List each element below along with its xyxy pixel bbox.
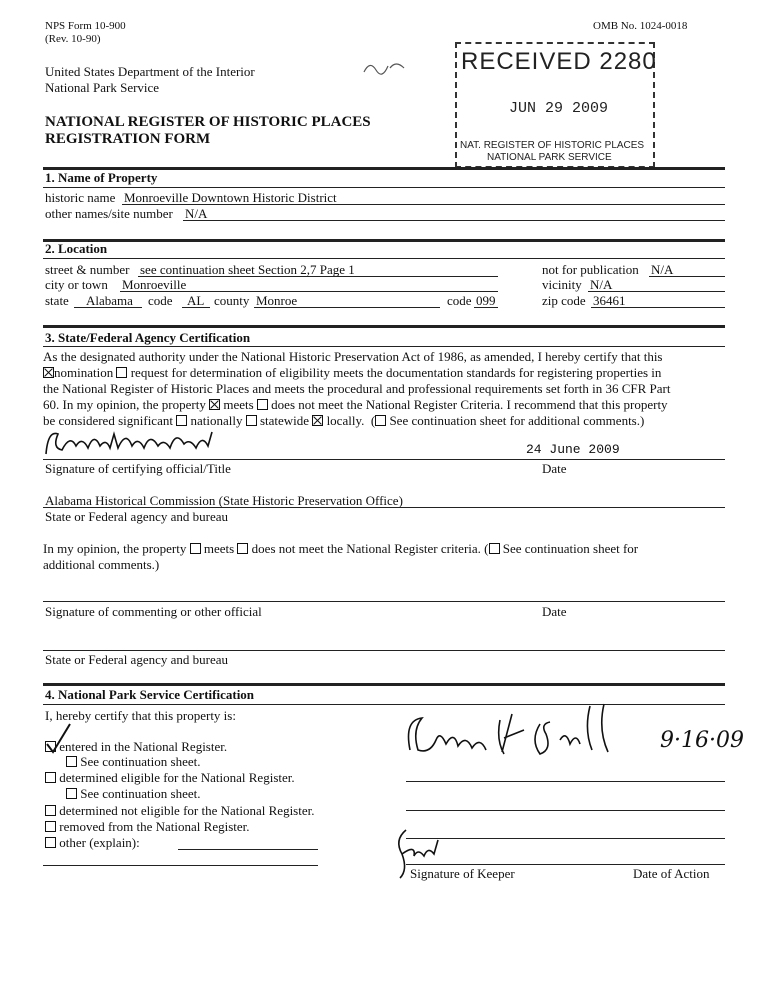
section4-rule (43, 683, 725, 686)
section4-intro: I, hereby certify that this property is: (45, 708, 236, 723)
opinion-b: does not meet the National Register criteria. (251, 541, 481, 556)
vicinity-line (588, 291, 725, 292)
cert-line4-b: does not meet the National Register Criteria. I recommend that this property (271, 397, 668, 412)
not-for-publication-line (649, 276, 725, 277)
keeper-line-2 (406, 810, 725, 811)
see-cont1-checkbox[interactable] (66, 756, 77, 767)
state-code-line (182, 307, 210, 308)
not-for-publication-value: N/A (651, 262, 674, 277)
section3-heading: 3. State/Federal Agency Certification (45, 330, 251, 345)
city-line (120, 291, 498, 292)
opinion-c: See continuation sheet for (502, 541, 639, 556)
determination-checkbox[interactable] (116, 367, 127, 378)
cert-line5-a: be considered significant (43, 413, 173, 428)
street-label: street & number (45, 262, 130, 277)
vicinity-value: N/A (590, 277, 613, 292)
other-names-label: other names/site number (45, 206, 173, 221)
zip-line (591, 307, 725, 308)
scribble-mark (360, 56, 410, 78)
zip-label: zip code (542, 293, 586, 308)
state-code-label: code (148, 293, 173, 308)
cert-line4 (43, 397, 725, 413)
state-label: state (45, 293, 69, 308)
agency-value: Alabama Historical Commission (State Historic Preservation Office) (45, 493, 403, 508)
section2-subrule (43, 258, 725, 259)
not-eligible-row (45, 803, 314, 819)
section4-heading: 4. National Park Service Certification (45, 687, 255, 702)
zip-value: 36461 (593, 293, 626, 308)
see-cont2-label: See continuation sheet. (80, 786, 201, 801)
keeper-line-1 (406, 781, 725, 782)
commenting-line (43, 601, 725, 602)
historic-name-value: Monroeville Downtown Historic District (124, 190, 337, 205)
eligible-row (45, 770, 295, 786)
not-for-publication-label: not for publication (542, 262, 639, 277)
cert-locally: locally. (326, 413, 365, 428)
cert-line2 (43, 365, 725, 381)
vicinity-label: vicinity (542, 277, 582, 292)
does-not-meet-checkbox[interactable] (257, 399, 268, 410)
other-checkbox[interactable] (45, 837, 56, 848)
opinion-does-not-meet-checkbox[interactable] (237, 543, 248, 554)
eligible-label: determined eligible for the National Register. (59, 770, 295, 785)
state-line (74, 307, 142, 308)
certification-paragraph (43, 349, 725, 429)
agency-line (43, 507, 725, 508)
section2-heading: 2. Location (45, 241, 108, 256)
signature-line (43, 459, 725, 460)
stamp-date: JUN 29 2009 (509, 100, 609, 117)
form-revision: (Rev. 10-90) (45, 33, 101, 45)
form-title-line2: REGISTRATION FORM (45, 131, 211, 147)
county-code-label: code (447, 293, 472, 308)
commenting-label: Signature of commenting or other official (45, 604, 262, 619)
other-row (45, 835, 140, 851)
other-line-2 (43, 865, 318, 866)
county-value: Monroe (256, 293, 298, 308)
opinion-continuation-checkbox[interactable] (489, 543, 500, 554)
check-mark-icon (44, 722, 74, 756)
county-code-value: 099 (476, 293, 496, 308)
opinion-a: In my opinion, the property (43, 541, 187, 556)
not-eligible-checkbox[interactable] (45, 805, 56, 816)
agency-label: State or Federal agency and bureau (45, 509, 229, 524)
locally-checkbox[interactable] (312, 415, 323, 426)
removed-row (45, 819, 250, 835)
department: United States Department of the Interior (45, 64, 255, 79)
cert-continuation: See continuation sheet for additional comments.) (389, 413, 645, 428)
historic-name-label: historic name (45, 190, 116, 205)
state-value: Alabama (86, 293, 133, 308)
cert-line4-a: 60. In my opinion, the property (43, 397, 206, 412)
state-code-value: AL (187, 293, 205, 308)
section1-subrule (43, 187, 725, 188)
section3-rule (43, 325, 725, 328)
agency-line-2 (43, 650, 725, 651)
removed-label: removed from the National Register. (59, 819, 250, 834)
cert-line1: As the designated authority under the National Historic Preservation Act of 1986, as amended, I hereby certify that this (43, 349, 663, 364)
removed-checkbox[interactable] (45, 821, 56, 832)
see-cont2-row (66, 786, 200, 802)
service: National Park Service (45, 80, 160, 95)
opinion-line2: additional comments.) (43, 557, 160, 572)
section1-heading: 1. Name of Property (45, 170, 158, 185)
stamp-received: RECEIVED 2280 (461, 48, 657, 75)
opinion-meets: meets (203, 541, 235, 556)
street-line (138, 276, 498, 277)
continuation-checkbox[interactable] (375, 415, 386, 426)
action-date-label: Date of Action (633, 866, 710, 881)
section2-rule (43, 239, 725, 242)
see-cont2-checkbox[interactable] (66, 788, 77, 799)
keeper-line-3 (406, 838, 725, 839)
city-label: city or town (45, 277, 108, 292)
entered-label: entered in the National Register. (59, 739, 228, 754)
keeper-date: 9·16·09 (660, 728, 744, 753)
date-label-2: Date (542, 604, 567, 619)
opinion-line1: In my opinion, the property meets does not meet the National Register criteria. ( See continuation sheet for (43, 541, 639, 556)
cert-nationally: nationally (190, 413, 243, 428)
cert-statewide: statewide (259, 413, 310, 428)
certifying-signature (40, 424, 240, 464)
eligible-checkbox[interactable] (45, 772, 56, 783)
not-eligible-label: determined not eligible for the National Register. (59, 803, 315, 818)
form-title-line1: NATIONAL REGISTER OF HISTORIC PLACES (45, 114, 371, 130)
cert-nomination: nomination (54, 365, 114, 380)
stamp-line2: NATIONAL PARK SERVICE (487, 152, 612, 163)
county-label: county (214, 293, 250, 308)
other-names-value: N/A (185, 206, 208, 221)
historic-name-line (122, 204, 725, 205)
opinion-paragraph (43, 541, 725, 573)
omb-number: OMB No. 1024-0018 (593, 20, 688, 32)
see-cont1-row (66, 754, 200, 770)
section3-subrule (43, 346, 725, 347)
opinion-meets-checkbox[interactable] (190, 543, 201, 554)
meets-checkbox[interactable] (209, 399, 220, 410)
cert-line2-rest: request for determination of eligibility meets the documentation standards for registering properties in (130, 365, 662, 380)
street-value: see continuation sheet Section 2,7 Page 1 (140, 262, 355, 277)
county-code-line (474, 307, 498, 308)
certifying-date: 24 June 2009 (526, 442, 620, 457)
cert-line5: be considered significant nationally statewide locally. ( See continuation sheet for additional comments.) (43, 413, 645, 428)
other-line-1 (178, 849, 318, 850)
cert-line3: the National Register of Historic Places and meets the procedural and professional requirements set forth in 36 CFR Part (43, 381, 671, 396)
city-value: Monroeville (122, 277, 187, 292)
statewide-checkbox[interactable] (246, 415, 257, 426)
received-stamp (455, 42, 655, 168)
date-label: Date (542, 461, 567, 476)
other-label: other (explain): (59, 835, 140, 850)
agency-label-2: State or Federal agency and bureau (45, 652, 229, 667)
county-line (254, 307, 440, 308)
keeper-signature (400, 700, 640, 770)
keeper-label: Signature of Keeper (410, 866, 515, 881)
form-number: NPS Form 10-900 (45, 20, 126, 32)
cert-meets: meets (223, 397, 254, 412)
nomination-checkbox[interactable] (43, 367, 54, 378)
stamp-line1: NAT. REGISTER OF HISTORIC PLACES (460, 140, 645, 151)
signature-label: Signature of certifying official/Title (45, 461, 231, 476)
see-cont1-label: See continuation sheet. (80, 754, 201, 769)
keeper-line-4 (406, 864, 725, 865)
other-names-line (183, 220, 725, 221)
